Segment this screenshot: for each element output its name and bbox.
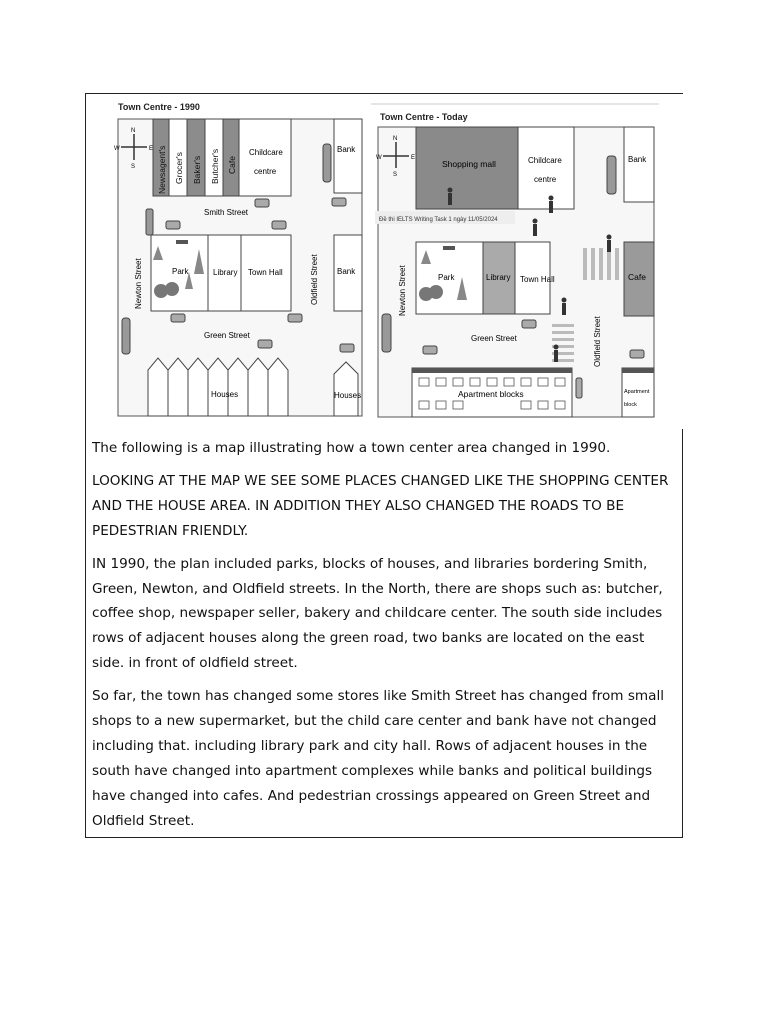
green-street-label: Green Street xyxy=(471,334,517,343)
essay-text xyxy=(92,436,680,842)
svg-text:N: N xyxy=(393,136,398,142)
green-street-label: Green Street xyxy=(204,331,250,340)
svg-text:E: E xyxy=(411,155,416,161)
town-hall-label: Town Hall xyxy=(248,268,283,277)
butchers-label: Butcher's xyxy=(210,148,220,184)
oldfield-street-label: Oldfield Street xyxy=(593,316,602,367)
paragraph-overview: LOOKING AT THE MAP WE SEE SOME PLACES CHANGED LIKE THE SHOPPING CENTER AND THE HOUSE AREA. IN ADDITION THEY ALSO CHANGED THE ROADS TO BE PEDESTRIAN FRIENDLY. xyxy=(92,472,669,539)
bakers-label: Baker's xyxy=(192,155,202,184)
map-today xyxy=(371,104,659,417)
park-label: Park xyxy=(438,273,455,282)
maps-figure xyxy=(86,94,684,429)
watermark-text: Đề thi IELTS Writing Task 1 ngày 11/05/2024 xyxy=(379,217,498,223)
paragraph-intro: The following is a map illustrating how a town center area changed in 1990. xyxy=(92,440,611,456)
svg-text:centre: centre xyxy=(254,167,277,176)
cafe-label: Cafe xyxy=(628,272,646,282)
shopping-mall-label: Shopping mall xyxy=(442,159,496,169)
paragraph-1990: IN 1990, the plan included parks, blocks of houses, and libraries bordering Smith, Green, Newton, and Oldfield streets. In the North, there are shops such as: butcher, coffee shop, newspaper seller, bakery and childcare center. The south side includes rows of adjacent houses along the green road, two banks are located on the east side. in front of oldfield street. xyxy=(92,555,663,672)
library-label: Library xyxy=(486,273,511,282)
svg-text:centre: centre xyxy=(534,175,557,184)
svg-text:S: S xyxy=(131,164,136,170)
svg-text:Apartment: Apartment xyxy=(624,389,650,395)
svg-text:S: S xyxy=(393,172,398,178)
svg-text:W: W xyxy=(114,146,120,152)
oldfield-street-label: Oldfield Street xyxy=(310,254,319,305)
map-today-title: Town Centre - Today xyxy=(380,112,468,122)
svg-text:E: E xyxy=(149,146,154,152)
map-1990-title: Town Centre - 1990 xyxy=(118,102,200,112)
smith-street-label: Smith Street xyxy=(204,208,249,217)
svg-text:Childcare: Childcare xyxy=(528,156,562,165)
houses-label: Houses xyxy=(211,390,239,399)
cafe-label: Cafe xyxy=(227,156,237,174)
svg-text:Bank: Bank xyxy=(628,155,647,164)
park-label: Park xyxy=(172,267,189,276)
newton-street-label: Newton Street xyxy=(398,265,407,316)
houses-label-east: Houses xyxy=(334,391,362,400)
town-hall-label: Town Hall xyxy=(520,275,555,284)
map-1990 xyxy=(114,102,362,416)
svg-text:Childcare: Childcare xyxy=(249,148,283,157)
newton-street-label: Newton Street xyxy=(134,258,143,309)
svg-text:block: block xyxy=(624,402,637,408)
newsagents-label: Newsagent's xyxy=(157,145,167,194)
document-frame xyxy=(85,93,683,838)
apartment-blocks-label: Apartment blocks xyxy=(458,389,524,399)
paragraph-today: So far, the town has changed some stores like Smith Street has changed from small shops to a new supermarket, but the child care center and bank have not changed including that. including library park and city hall. Rows of adjacent houses in the south have changed into apartment complexes while banks and political buildings have changed into cafes. And pedestrian crossings appeared on Green Street and Oldfield Street. xyxy=(92,688,665,829)
svg-text:W: W xyxy=(376,155,382,161)
svg-text:N: N xyxy=(131,128,136,134)
grocers-label: Grocer's xyxy=(174,152,184,184)
library-label: Library xyxy=(213,268,238,277)
svg-text:Bank: Bank xyxy=(337,267,356,276)
svg-text:Bank: Bank xyxy=(337,145,356,154)
